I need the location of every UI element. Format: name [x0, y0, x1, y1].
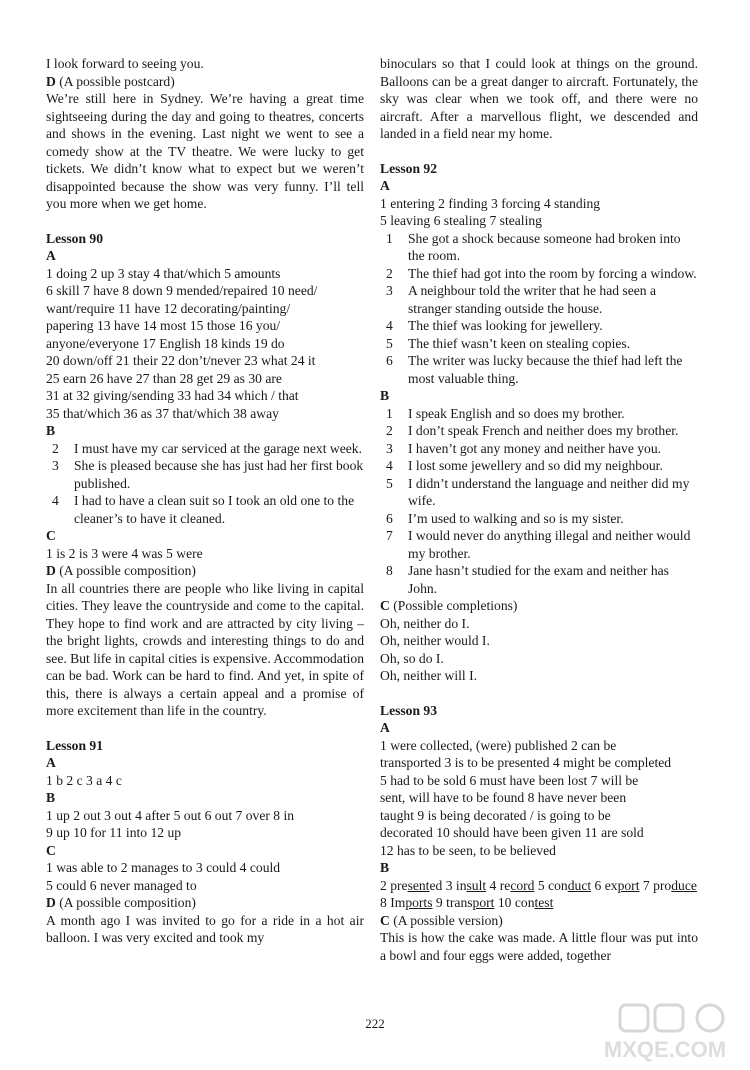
- answer-line: 5 leaving 6 stealing 7 stealing: [380, 213, 542, 228]
- lesson-90-a-heading: A: [46, 248, 56, 263]
- item-number: 4: [489, 877, 497, 893]
- watermark-logo: [585, 1003, 745, 1065]
- left-column: [46, 55, 364, 947]
- answer-line: 1 entering 2 finding 3 forcing 4 standing: [380, 195, 601, 211]
- item-text: I don’t speak French and neither does my brother.: [408, 423, 679, 438]
- item-number: 4: [52, 493, 59, 508]
- lesson-90-c-answers: 1 is 2 is 3 were 4 was 5 were: [46, 545, 203, 561]
- stressed-syllable: port: [617, 877, 640, 893]
- item-number: 6: [594, 877, 602, 893]
- syllable: con: [548, 877, 568, 893]
- answer-item: [386, 440, 698, 458]
- answer-item: [386, 562, 698, 597]
- stressed-syllable: duct: [567, 877, 592, 893]
- postcard-text: We’re still here in Sydney. We’re having a great time sightseeing during the day and going to theatres, concerts and shows in the evening. Last night we went to see a comedy show at the TV theatre. We were lucky to get tickets. We didn’t know what to expect but we weren’t disappointed because the show was very funny. I’ll tell you more when we get home.: [46, 91, 364, 211]
- lesson-91-a-answers: 1 b 2 c 3 a 4 c: [46, 772, 122, 788]
- item-text: I lost some jewellery and so did my neighbour.: [408, 458, 663, 473]
- item-number: 1: [386, 230, 393, 246]
- answer-line: papering 13 have 14 most 15 those 16 you/: [46, 318, 281, 333]
- lesson-91-c-heading: C: [46, 842, 56, 858]
- item-text: I haven’t got any money and neither have you.: [408, 440, 662, 456]
- lesson-93-a-answers: [380, 737, 698, 860]
- lesson-92-a-heading: A: [380, 178, 390, 193]
- lesson-91-b-heading: B: [46, 790, 56, 805]
- item-number: 4: [386, 458, 393, 473]
- item-number: 3: [386, 283, 393, 298]
- stress-word: [490, 878, 535, 893]
- stressed-syllable: sult: [466, 877, 487, 893]
- page-number: 222: [365, 1016, 385, 1031]
- item-number: 7: [642, 877, 650, 893]
- item-text: The thief had got into the room by forcing a window.: [408, 265, 697, 281]
- lesson-90-c-heading: C: [46, 528, 56, 543]
- stress-word: [380, 895, 433, 910]
- lesson-92-c-heading: C (Possible completions): [380, 598, 518, 613]
- syllable: pre: [390, 877, 408, 893]
- item-text: I speak English and so does my brother.: [408, 405, 625, 421]
- lesson-93-title: Lesson 93: [380, 702, 438, 718]
- section-d-heading: D (A possible postcard): [46, 73, 175, 89]
- answer-item: [386, 527, 698, 562]
- answer-line: 1 was able to 2 manages to 3 could 4 could: [46, 860, 281, 875]
- answer-line: Oh, neither would I.: [380, 633, 490, 648]
- item-text: The thief was looking for jewellery.: [408, 318, 603, 333]
- item-number: 5: [386, 475, 393, 491]
- answer-item: [386, 352, 698, 387]
- answer-item: [52, 492, 364, 527]
- syllable: in: [455, 877, 467, 893]
- answer-line: transported 3 is to be presented 4 might be completed: [380, 755, 672, 770]
- item-text: I would never do anything illegal and neither would my brother.: [408, 528, 691, 561]
- item-number: 8: [386, 563, 393, 578]
- lesson-92-b-heading: B: [380, 388, 390, 403]
- syllable: trans: [446, 895, 473, 910]
- stress-word: [446, 878, 486, 893]
- lesson-91-title: Lesson 91: [46, 737, 104, 753]
- lesson-93-b-heading: B: [380, 860, 390, 875]
- item-number: 8: [380, 895, 387, 910]
- answer-item: [386, 405, 698, 423]
- stress-word: [643, 878, 697, 893]
- answer-line: sent, will have to be found 8 have never been: [380, 790, 627, 805]
- answer-item: [386, 265, 698, 283]
- item-text: I must have my car serviced at the garage next week.: [74, 440, 362, 456]
- item-number: 3: [445, 877, 453, 893]
- answer-line: 25 earn 26 have 27 than 28 get 29 as 30 are: [46, 370, 282, 386]
- syllable: ex: [604, 877, 618, 893]
- item-number: 10: [497, 895, 512, 910]
- syllable: re: [499, 877, 511, 893]
- item-text: She got a shock because someone had broken into the room.: [408, 230, 681, 263]
- answer-line: 1 doing 2 up 3 stay 4 that/which 5 amounts: [46, 265, 281, 281]
- answer-line: 1 up 2 out 3 out 4 after 5 out 6 out 7 over 8 in: [46, 807, 295, 823]
- stressed-syllable: duce: [671, 877, 697, 893]
- stressed-syllable: sent: [407, 877, 430, 893]
- lesson-90-b-answers: [46, 440, 364, 528]
- item-text: I didn’t understand the language and neither did my wife.: [408, 475, 690, 508]
- right-column: [380, 55, 698, 964]
- answer-item: [52, 440, 364, 458]
- stressed-syllable: cord: [510, 877, 535, 893]
- lesson-90-title: Lesson 90: [46, 230, 104, 246]
- syllable: pro: [653, 877, 672, 893]
- watermark-text: MXQE.COM: [603, 1037, 727, 1062]
- answer-item: [386, 230, 698, 265]
- answer-line: Oh, neither do I.: [380, 615, 470, 631]
- answer-line: 6 skill 7 have 8 down 9 mended/repaired 10 need/: [46, 283, 318, 298]
- answer-item: [386, 335, 698, 353]
- lesson-92-a-sentences: [380, 230, 698, 388]
- answer-line: 35 that/which 36 as 37 that/which 38 away: [46, 405, 279, 421]
- item-text: The thief wasn’t keen on stealing copies.: [408, 335, 631, 351]
- item-text: A neighbour told the writer that he had seen a stranger standing outside the house.: [408, 283, 657, 316]
- item-number: 2: [386, 265, 393, 281]
- item-number: 2: [52, 440, 59, 456]
- item-number: 5: [386, 335, 393, 351]
- lesson-90-d-heading: D (A possible composition): [46, 563, 196, 578]
- item-number: 9: [435, 895, 443, 910]
- answer-line: taught 9 is being decorated / is going to be: [380, 807, 611, 823]
- answer-line: 31 at 32 giving/sending 33 had 34 which / that: [46, 388, 299, 403]
- stressed-syllable: test: [534, 895, 554, 910]
- stress-word: [538, 878, 591, 893]
- balloon-text: A month ago I was invited to go for a ride in a hot air balloon. I was very excited and took my: [46, 912, 364, 945]
- answer-line: Oh, neither will I.: [380, 668, 478, 683]
- answer-item: [386, 475, 698, 510]
- answer-item: [386, 510, 698, 528]
- stress-word: [595, 878, 640, 893]
- stress-word: [498, 895, 554, 910]
- lesson-92-c-answers: [380, 615, 698, 685]
- lesson-91-c-answers: [46, 859, 364, 894]
- item-text: The writer was lucky because the thief had left the most valuable thing.: [408, 353, 683, 386]
- lesson-92-a-answers: [380, 195, 698, 230]
- stress-word: [380, 878, 442, 893]
- lesson-93-a-heading: A: [380, 720, 390, 735]
- syllable: Im: [390, 895, 406, 910]
- answer-line: 1 were collected, (were) published 2 can be: [380, 737, 617, 753]
- answer-line: 5 could 6 never managed to: [46, 877, 197, 893]
- item-number: 6: [386, 510, 393, 526]
- stressed-syllable: ports: [405, 895, 433, 910]
- item-number: 2: [380, 877, 387, 893]
- item-number: 3: [386, 440, 393, 456]
- item-text: She is pleased because she has just had her first book published.: [74, 458, 364, 491]
- answer-line: 20 down/off 21 their 22 don’t/never 23 what 24 it: [46, 353, 316, 368]
- answer-line: 12 has to be seen, to be believed: [380, 842, 556, 858]
- lesson-91-b-answers: [46, 807, 364, 842]
- answer-line: decorated 10 should have been given 11 are sold: [380, 825, 644, 840]
- stressed-syllable: port: [472, 895, 495, 910]
- item-text: I’m used to walking and so is my sister.: [408, 510, 624, 526]
- intro-line: I look forward to seeing you.: [46, 56, 204, 71]
- answer-item: [52, 457, 364, 492]
- answer-line: 9 up 10 for 11 into 12 up: [46, 825, 182, 840]
- lesson-90-b-heading: B: [46, 423, 56, 438]
- item-number: 4: [386, 318, 393, 333]
- syllable: ed: [429, 877, 443, 893]
- lesson-91-a-heading: A: [46, 755, 56, 770]
- item-number: 7: [386, 528, 393, 543]
- answer-line: anyone/everyone 17 English 18 kinds 19 do: [46, 335, 285, 351]
- answer-item: [386, 282, 698, 317]
- syllable: con: [514, 895, 535, 910]
- answer-item: [386, 317, 698, 335]
- lesson-92-title: Lesson 92: [380, 160, 438, 176]
- lesson-91-d-heading: D (A possible composition): [46, 895, 196, 910]
- answer-item: [386, 457, 698, 475]
- balloon-text-continued: binoculars so that I could look at things on the ground. Balloons can be a great danger to aircraft. Fortunately, the sky was clear when we took off, and there were no aircraft. After a marvellous flight, we descended and landed in a field near my home.: [380, 56, 698, 141]
- cake-text: This is how the cake was made. A little flour was put into a bowl and four eggs were added, together: [380, 930, 698, 963]
- item-number: 1: [386, 405, 393, 421]
- answer-line: want/require 11 have 12 decorating/painting/: [46, 300, 291, 316]
- item-number: 5: [537, 877, 545, 893]
- item-number: 2: [386, 423, 393, 438]
- item-number: 3: [52, 458, 59, 473]
- lesson-92-b-answers: [380, 405, 698, 598]
- item-text: Jane hasn’t studied for the exam and neither has John.: [408, 563, 669, 596]
- lesson-90-a-answers: [46, 265, 364, 423]
- lesson-93-c-heading: C (A possible version): [380, 912, 503, 928]
- answer-line: Oh, so do I.: [380, 650, 444, 666]
- answer-item: [386, 422, 698, 440]
- answer-line: 5 had to be sold 6 must have been lost 7 will be: [380, 772, 639, 788]
- item-text: I had to have a clean suit so I took an old one to the cleaner’s to have it cleaned.: [74, 493, 355, 526]
- lesson-93-b-answers: [380, 877, 698, 912]
- composition-text: In all countries there are people who like living in capital cities. They leave the countryside and come to the capital. They hope to find work and are attracted by city living – the bright lights, crowds and interesting things to do and see. But life in capital cities is expensive. Accommodation can be bad. Work can be hard to find. And yet, in spite of this, there is always a certain appeal and a promise of more excitement than life in the country.: [46, 580, 364, 718]
- stress-word: [436, 895, 495, 910]
- item-number: 6: [386, 353, 393, 368]
